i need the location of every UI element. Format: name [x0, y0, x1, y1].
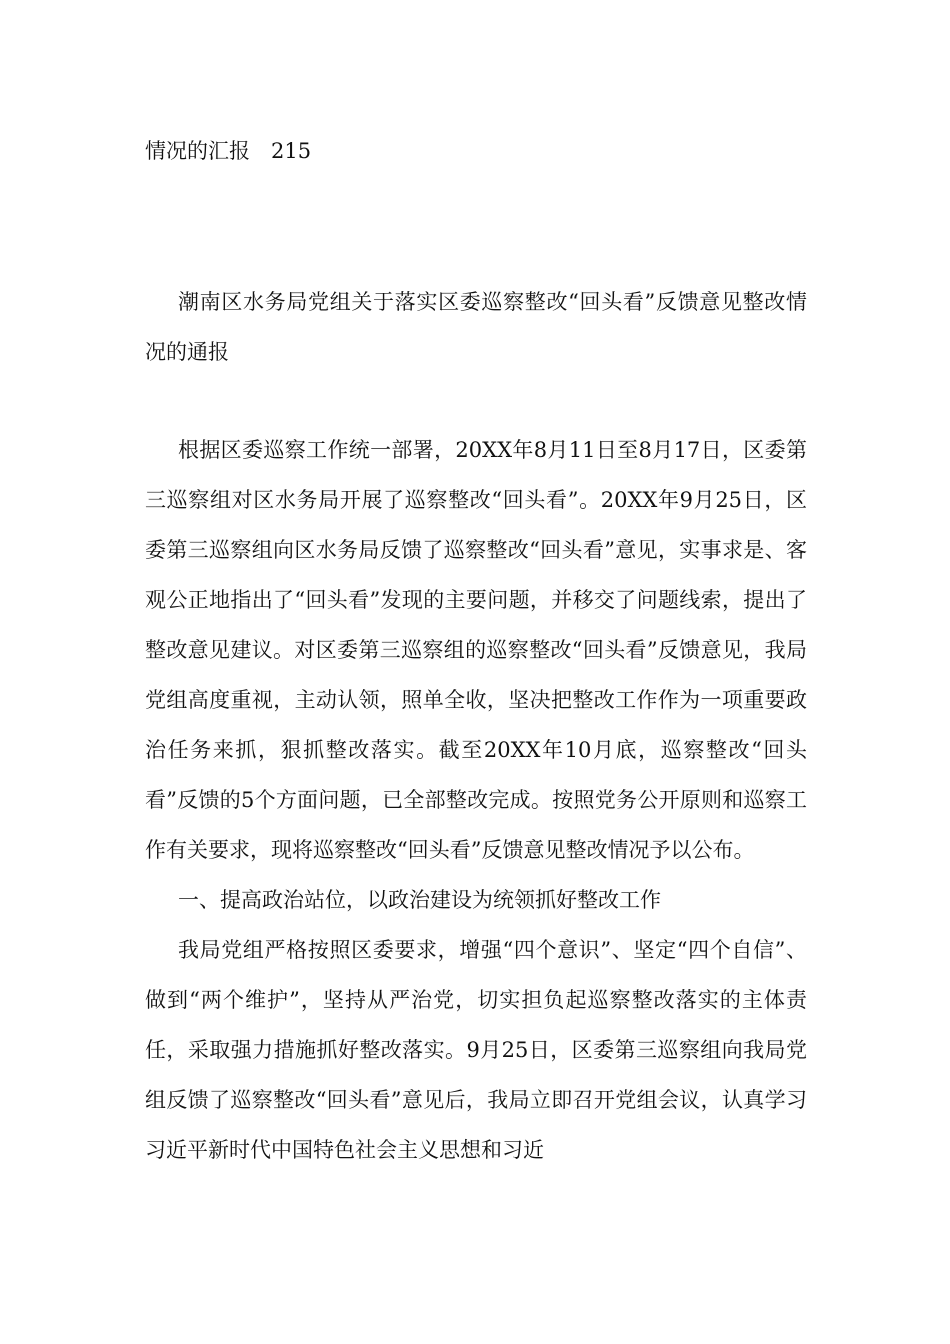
section-heading: 一、提高政治站位，以政治建设为统领抓好整改工作: [178, 888, 661, 912]
document-body: [145, 425, 807, 1175]
document-title: 潮南区水务局党组关于落实区委巡察整改“回头看”反馈意见整改情况的通报: [145, 290, 807, 364]
continuation-line: 情况的汇报 215: [145, 139, 312, 163]
body-paragraph: 我局党组严格按照区委要求，增强“四个意识”、坚定“四个自信”、做到“两个维护”，坚持从严治党，切实担负起巡察整改落实的主体责任，采取强力措施抓好整改落实。9月25日，区委第三巡察组向我局党组反馈了巡察整改“回头看”意见后，我局立即召开党组会议，认真学习习近平新时代中国特色社会主义思想和习近: [145, 938, 807, 1162]
body-paragraph: 根据区委巡察工作统一部署，20XX年8月11日至8月17日，区委第三巡察组对区水务局开展了巡察整改“回头看”。20XX年9月25日，区委第三巡察组向区水务局反馈了巡察整改“回头看”意见，实事求是、客观公正地指出了“回头看”发现的主要问题，并移交了问题线索，提出了整改意见建议。对区委第三巡察组的巡察整改“回头看”反馈意见，我局党组高度重视，主动认领，照单全收，坚决把整改工作作为一项重要政治任务来抓，狠抓整改落实。截至20XX年10月底，巡察整改“回头看”反馈的5个方面问题，已全部整改完成。按照党务公开原则和巡察工作有关要求，现将巡察整改“回头看”反馈意见整改情况予以公布。: [145, 438, 807, 862]
